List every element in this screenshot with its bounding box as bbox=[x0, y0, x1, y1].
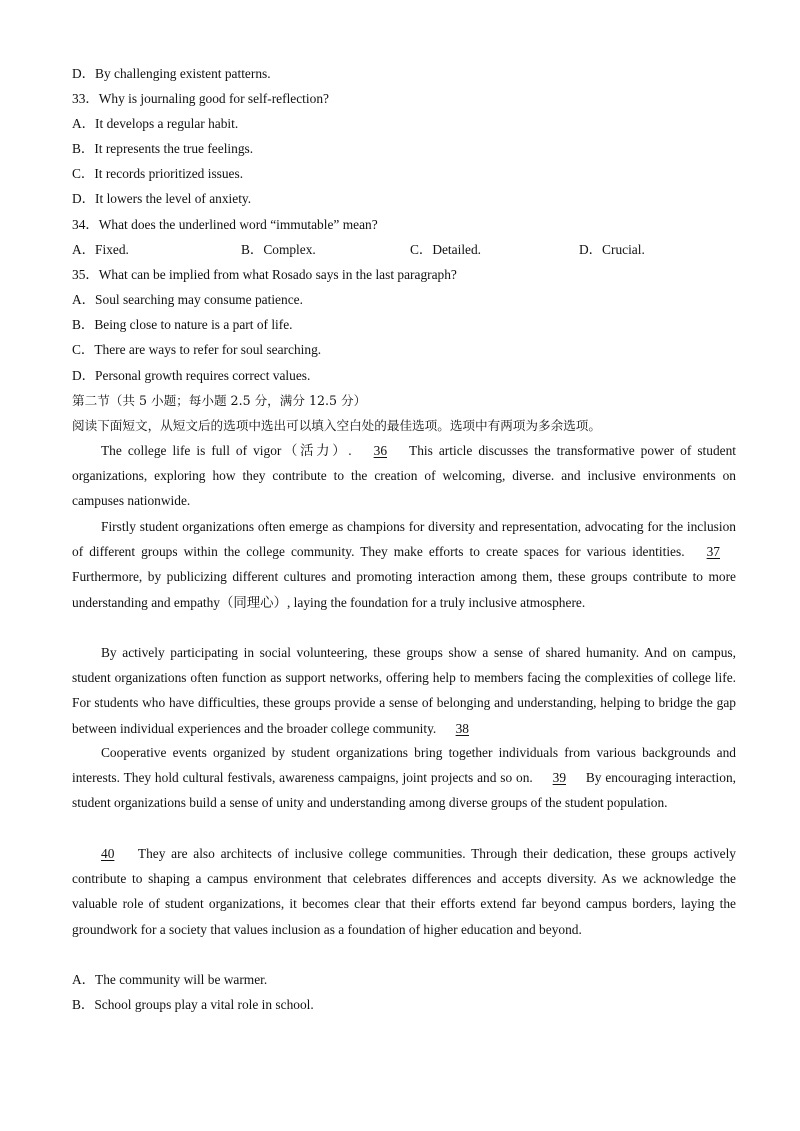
q35-option-a: A．Soul searching may consume patience. bbox=[72, 292, 303, 307]
q35-option-b: B．Being close to nature is a part of life. bbox=[72, 317, 293, 332]
passage-paragraph-3 bbox=[72, 640, 736, 741]
p4-text-b: By encouraging interaction, student organizations build a sense of unity and understanding among diverse groups of the student population. bbox=[72, 770, 736, 811]
p3-text-a: By actively participating in social volunteering, these groups show a sense of shared humanity. And on campus, student organizations often function as support networks, offering help to members facing the complexities of college life. For students who have difficulties, these groups provide a sense of belonging and understanding, helping to bridge the gap between individual experiences and the broader college community. bbox=[72, 645, 736, 736]
q33-option-b: B．It represents the true feelings. bbox=[72, 141, 254, 156]
q34-option-a: A．Fixed. bbox=[72, 242, 129, 257]
section-heading: 第二节（共 5 小题；每小题 2.5 分，满分 12.5 分） bbox=[72, 393, 367, 408]
q33-option-d: D．It lowers the level of anxiety. bbox=[72, 191, 252, 206]
blank-39[interactable]: 39 bbox=[552, 770, 567, 786]
p1-text-b: This article discusses the transformative power of student organizations, exploring how they contribute to the creation of welcoming, diverse. and inclusive environments on campuses nationwide. bbox=[72, 443, 736, 509]
blank-40[interactable]: 40 bbox=[101, 846, 115, 861]
passage-paragraph-4 bbox=[72, 740, 736, 816]
q34-option-c: C．Detailed. bbox=[410, 242, 482, 257]
blank-36[interactable]: 36 bbox=[373, 443, 388, 458]
q34-option-d: D．Crucial. bbox=[579, 242, 645, 257]
section-instruction: 阅读下面短文，从短文后的选项中选出可以填入空白处的最佳选项。选项中有两项为多余选项。 bbox=[72, 418, 601, 433]
q33-option-a: A．It develops a regular habit. bbox=[72, 116, 239, 131]
q34-option-b: B．Complex. bbox=[241, 242, 316, 257]
answer-option-a: A．The community will be warmer. bbox=[72, 972, 268, 987]
p2-text-a: Firstly student organizations often emerge as champions for diversity and representation, advocating for the inclusion of different groups within the college community. They make efforts to create spaces for various identities. bbox=[72, 519, 736, 560]
q35-option-d: D．Personal growth requires correct values. bbox=[72, 368, 311, 383]
answer-option-b: B．School groups play a vital role in school. bbox=[72, 997, 314, 1012]
p2-text-b: Furthermore, by publicizing different cultures and promoting interaction among them, these groups contribute to more understanding and empathy（同理心）, laying the foundation for a truly inclusive atmosphere. bbox=[72, 569, 736, 610]
q34-question: 34．What does the underlined word “immutable” mean? bbox=[72, 217, 378, 232]
p5-text-b: They are also architects of inclusive college communities. Through their dedication, these groups actively contribute to shaping a campus environment that celebrates differences and accepts diversity. As we acknowledge the valuable role of student organizations, it becomes clear that their efforts extend far beyond campus borders, laying the groundwork for a society that values inclusion as a foundation of higher education and beyond. bbox=[72, 846, 736, 937]
q32-option-d: D．By challenging existent patterns. bbox=[72, 66, 271, 81]
q33-question: 33．Why is journaling good for self-reflection? bbox=[72, 91, 329, 106]
q33-option-c: C．It records prioritized issues. bbox=[72, 166, 244, 181]
q35-option-c: C．There are ways to refer for soul searching. bbox=[72, 342, 322, 357]
p1-text-a: The college life is full of vigor（活力）. bbox=[101, 443, 358, 458]
passage-paragraph-2 bbox=[72, 514, 736, 615]
passage-paragraph-5 bbox=[72, 841, 736, 942]
q35-question: 35．What can be implied from what Rosado says in the last paragraph? bbox=[72, 267, 457, 282]
p4-text-a: Cooperative events organized by student organizations bring together individuals from various backgrounds and interests. They hold cultural festivals, awareness campaigns, joint projects and so on. bbox=[72, 745, 736, 786]
blank-37[interactable]: 37 bbox=[706, 544, 720, 560]
blank-38[interactable]: 38 bbox=[455, 720, 469, 736]
passage-paragraph-1 bbox=[72, 438, 736, 514]
